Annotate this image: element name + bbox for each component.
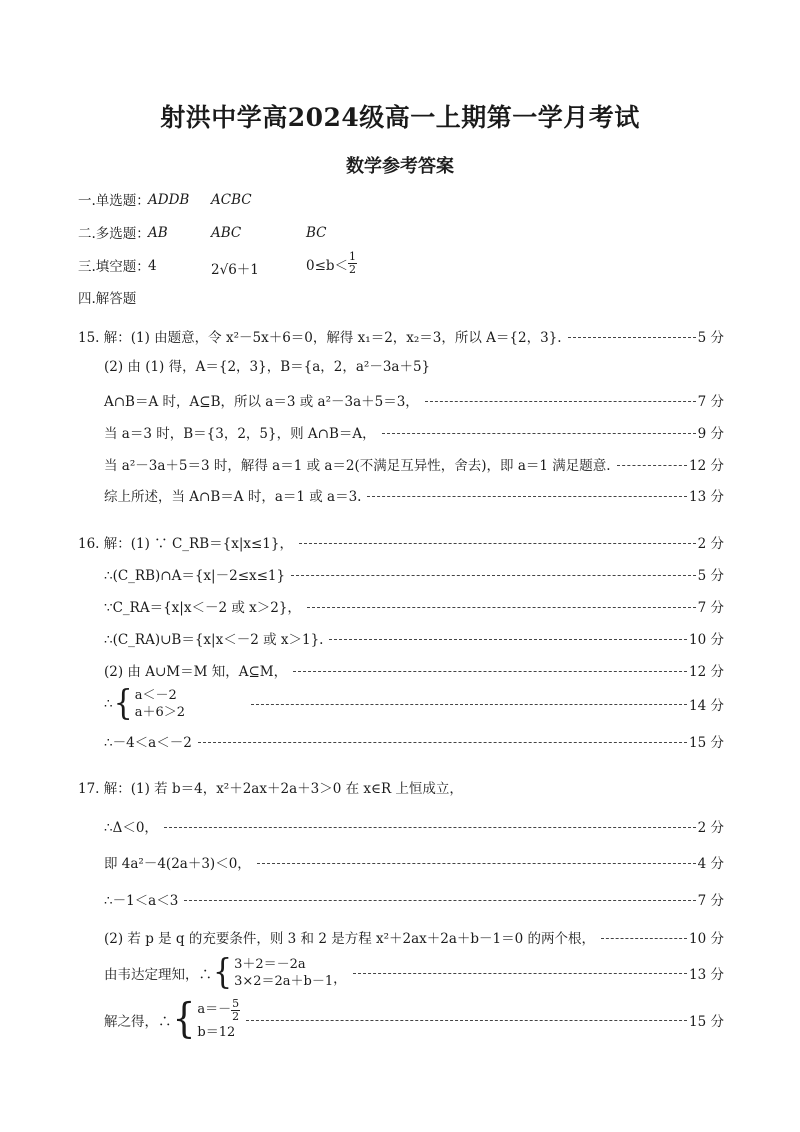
dotted-leader	[382, 433, 696, 434]
fraction-numerator: 5	[232, 996, 240, 1010]
q17-line-5-text: (2) 若 p 是 q 的充要条件，则 3 和 2 是方程 x²＋2ax＋2a＋b－1＝0 的两个根，	[104, 931, 596, 947]
dotted-leader	[568, 337, 696, 338]
q15-line-5-text: 当 a²－3a＋5＝3 时，解得 a＝1 或 a＝2(不满足互异性，舍去)，即 a＝1 满足题意.	[104, 458, 611, 474]
dotted-leader	[164, 827, 696, 828]
q16-line-5-text: (2) 由 A∪M＝M 知，A⊆M，	[104, 664, 288, 680]
dotted-leader	[246, 1020, 687, 1021]
fill-blank-answer-1: 4	[148, 258, 157, 274]
single-choice-label: 一.单选题：	[78, 193, 150, 209]
fraction-denominator: 2	[349, 263, 357, 276]
q17-line-6-points: 13 分	[689, 967, 724, 983]
fill-blank-answer-3-text: 0≤b＜	[306, 257, 349, 274]
q15-line-1-text: 15. 解：(1) 由题意，令 x²－5x＋6＝0，解得 x₁＝2，x₂＝3，所以 A＝{2，3}.	[78, 330, 562, 346]
left-brace: {	[172, 995, 196, 1043]
q16-line-5	[104, 661, 724, 679]
q17-line-7-prefix: 解之得，∴	[104, 1014, 172, 1030]
dotted-leader	[184, 900, 695, 901]
fill-blank-label: 三.填空题：	[78, 259, 150, 275]
q15-line-3-points: 7 分	[697, 394, 724, 410]
dotted-leader	[425, 401, 696, 402]
dotted-leader	[617, 465, 687, 466]
q15-line-6	[104, 486, 724, 504]
page-title: 射洪中学高2024级高一上期第一学月考试	[160, 103, 640, 132]
q17-line-6-prefix: 由韦达定理知，∴	[104, 967, 212, 983]
q16-line-1	[78, 533, 724, 551]
q16-line-2-points: 5 分	[697, 568, 724, 584]
q17-line-5	[104, 928, 724, 946]
q17-line-3-text: 即 4a²－4(2a＋3)＜0，	[104, 856, 251, 872]
fill-blank-answer-3	[306, 251, 357, 276]
solution-a-text: a＝－	[197, 1002, 232, 1017]
q15-line-4-points: 9 分	[697, 426, 724, 442]
dotted-leader	[601, 938, 687, 939]
q17-line-2-text: ∴Δ＜0，	[104, 820, 158, 836]
q17-line-5-points: 10 分	[689, 931, 724, 947]
q16-line-2-text: ∴(C_RB)∩A＝{x|－2≤x≤1}	[104, 568, 286, 584]
solution-b: b＝12	[197, 1024, 236, 1040]
single-choice-answer-1: ADDB	[148, 192, 190, 208]
inequality-system	[135, 687, 185, 721]
solution-a	[197, 998, 240, 1023]
q15-line-3	[104, 391, 724, 409]
inequality-1: a＜－2	[134, 688, 177, 703]
q16-line-1-points: 2 分	[697, 536, 724, 552]
multi-choice-answer-1: AB	[148, 225, 168, 241]
dotted-leader	[257, 863, 696, 864]
q16-line-6-prefix: ∴	[104, 696, 113, 712]
q15-line-2: (2) 由 (1) 得，A＝{2，3}，B＝{a，2，a²－3a＋5}	[104, 359, 431, 375]
left-brace: {	[113, 683, 133, 724]
page-subtitle: 数学参考答案	[346, 156, 454, 177]
q16-line-7-text: ∴－4＜a＜－2	[104, 735, 192, 751]
q17-line-1: 17. 解：(1) 若 b＝4，x²＋2ax＋2a＋3＞0 在 x∈R 上恒成立，	[78, 781, 463, 797]
dotted-leader	[353, 973, 687, 974]
q15-line-6-points: 13 分	[689, 489, 724, 505]
dotted-leader	[198, 742, 687, 743]
q16-line-4	[104, 629, 724, 647]
dotted-leader	[291, 575, 696, 576]
fill-blank-answer-2: 2√6＋1	[211, 262, 259, 278]
solution-section-label: 四.解答题	[78, 291, 137, 307]
q15-line-6-text: 综上所述，当 A∩B＝A 时，a＝1 或 a＝3.	[104, 489, 362, 505]
left-brace: {	[213, 952, 233, 993]
fraction-numerator: 1	[349, 250, 357, 263]
q17-line-4-points: 7 分	[697, 893, 724, 909]
q16-line-2	[104, 565, 724, 583]
q15-line-5-points: 12 分	[689, 458, 724, 474]
q16-line-3-points: 7 分	[697, 600, 724, 616]
equation-1: 3＋2＝－2a	[234, 957, 306, 972]
q15-line-5	[104, 455, 724, 473]
inequality-2: a＋6＞2	[134, 705, 185, 720]
q16-line-7	[104, 732, 724, 750]
q15-line-1	[78, 327, 724, 345]
q16-line-6	[104, 683, 724, 724]
dotted-leader	[293, 671, 687, 672]
q15-line-1-points: 5 分	[697, 330, 724, 346]
q17-line-2	[104, 817, 724, 835]
q16-line-4-text: ∴(C_RA)∪B＝{x|x＜－2 或 x＞1}.	[104, 632, 324, 648]
q17-line-3-points: 4 分	[697, 856, 724, 872]
q16-line-1-text: 16. 解：(1) ∵ C_RB＝{x|x≤1}，	[78, 536, 293, 552]
fraction	[348, 251, 357, 276]
q15-line-4-text: 当 a＝3 时，B＝{3，2，5}，则 A∩B＝A，	[104, 426, 376, 442]
equation-2: 3×2＝2a＋b－1	[234, 974, 334, 989]
q16-line-4-points: 10 分	[689, 632, 724, 648]
q15-line-4	[104, 423, 724, 441]
dotted-leader	[251, 704, 687, 705]
q17-line-6-suffix: ，	[333, 971, 347, 987]
equation-system	[234, 956, 333, 990]
q17-line-2-points: 2 分	[697, 820, 724, 836]
q16-line-5-points: 12 分	[689, 664, 724, 680]
q17-line-4	[104, 890, 724, 908]
q17-line-4-text: ∴－1＜a＜3	[104, 893, 179, 909]
fraction	[231, 998, 240, 1023]
multi-choice-label: 二.多选题：	[78, 226, 150, 242]
q16-line-7-points: 15 分	[689, 735, 724, 751]
q16-line-3-text: ∵C_RA＝{x|x＜－2 或 x＞2}，	[104, 600, 301, 616]
fraction-denominator: 2	[232, 1009, 240, 1023]
dotted-leader	[307, 607, 696, 608]
q17-line-6	[104, 952, 724, 993]
q16-line-6-points: 14 分	[689, 698, 724, 714]
q17-line-7	[104, 995, 724, 1043]
q17-line-7-points: 15 分	[689, 1014, 724, 1030]
dotted-leader	[299, 543, 696, 544]
single-choice-answer-2: ACBC	[211, 192, 252, 208]
dotted-leader	[367, 496, 687, 497]
q17-line-3	[104, 853, 724, 871]
q16-line-3	[104, 597, 724, 615]
multi-choice-answer-2: ABC	[211, 225, 242, 241]
q15-line-3-text: A∩B＝A 时，A⊆B，所以 a＝3 或 a²－3a＋5＝3，	[104, 394, 419, 410]
solution-system	[197, 998, 240, 1043]
multi-choice-answer-3: BC	[306, 225, 327, 241]
dotted-leader	[329, 639, 687, 640]
